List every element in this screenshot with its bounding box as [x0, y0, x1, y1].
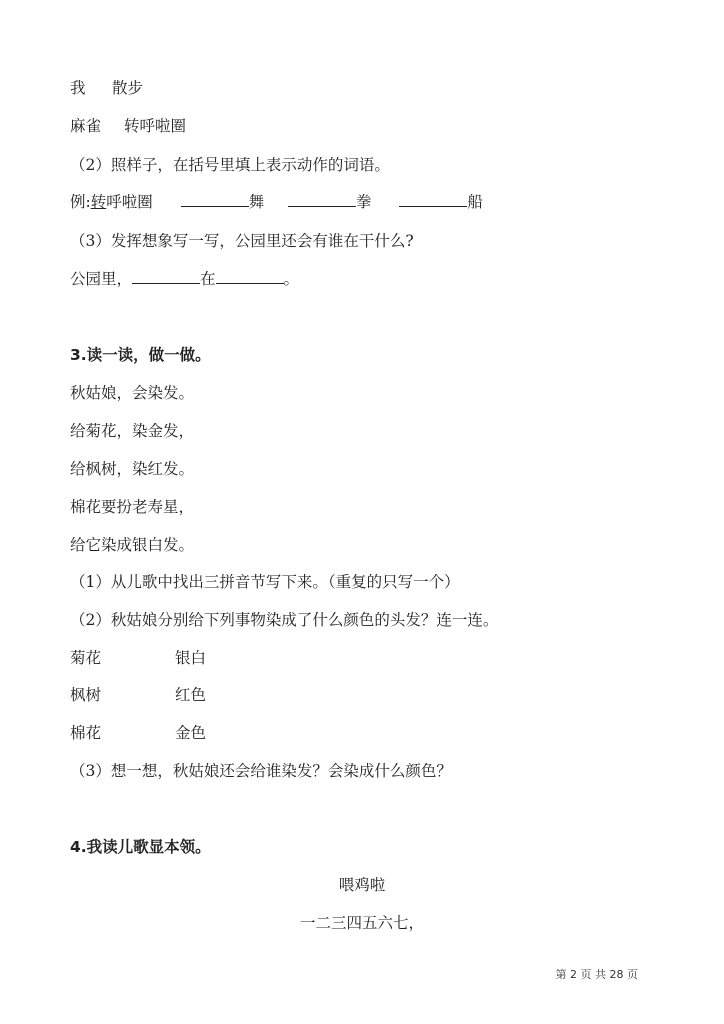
question-2-2: （2）照样子，在括号里填上表示动作的词语。	[70, 156, 390, 174]
match-right-2[interactable]: 红色	[175, 686, 207, 704]
blank-who[interactable]	[132, 269, 200, 284]
question-3-2: （2）秋姑娘分别给下列事物染成了什么颜色的头发？连一连。	[70, 611, 499, 629]
match-right-1[interactable]: 银白	[175, 649, 207, 667]
poem-line-3: 给枫树，染红发。	[70, 460, 195, 478]
blank-doing[interactable]	[216, 269, 284, 284]
word-boat: 船	[467, 193, 483, 211]
pair-row-1	[70, 78, 144, 98]
word-dance: 舞	[248, 193, 265, 211]
match-row-3	[70, 723, 207, 743]
park-mid: 在	[200, 270, 216, 288]
section-4-title: 4.我读儿歌显本领。	[70, 838, 211, 856]
page-footer: 第 2 页 共 28 页	[555, 968, 638, 981]
word-fist: 拳	[356, 193, 372, 211]
example-rest: 呼啦圈	[106, 193, 153, 211]
question-2-3: （3）发挥想象写一写，公园里还会有谁在干什么?	[70, 232, 414, 250]
park-prefix: 公园里，	[70, 270, 133, 288]
pair-row-2	[70, 116, 187, 136]
poem-line-2: 给菊花，染金发，	[70, 422, 195, 440]
poem-line-1: 秋姑娘，会染发。	[70, 384, 195, 402]
park-fill-row	[70, 269, 299, 289]
pair-1-action: 散步	[112, 79, 144, 97]
section-3-title: 3.读一读，做一做。	[70, 346, 211, 364]
match-left-1[interactable]: 菊花	[70, 649, 102, 667]
match-row-1	[70, 648, 207, 668]
match-right-3[interactable]: 金色	[175, 724, 207, 742]
pair-2-subject: 麻雀	[70, 117, 102, 135]
question-3-1: （1）从儿歌中找出三拼音节写下来。（重复的只写一个）	[70, 573, 460, 591]
poem-line-5: 给它染成银白发。	[70, 536, 195, 554]
poem-title: 喂鸡啦	[338, 876, 386, 894]
pair-1-subject: 我	[70, 79, 86, 97]
match-left-2[interactable]: 枫树	[70, 686, 102, 704]
park-end: 。	[283, 270, 300, 288]
pair-2-action: 转呼啦圈	[124, 117, 187, 135]
question-3-3: （3）想一想，秋姑娘还会给谁染发？会染成什么颜色？	[70, 762, 452, 780]
example-label: 例:	[70, 193, 91, 211]
example-row	[70, 192, 483, 212]
blank-fist[interactable]	[288, 192, 356, 207]
poem-4-line-1: 一二三四五六七，	[299, 914, 424, 932]
blank-dance[interactable]	[181, 192, 249, 207]
poem-line-4: 棉花要扮老寿星，	[70, 498, 195, 516]
match-left-3[interactable]: 棉花	[70, 724, 102, 742]
example-first-char: 转	[90, 193, 107, 211]
match-row-2	[70, 685, 207, 705]
blank-boat[interactable]	[399, 192, 467, 207]
